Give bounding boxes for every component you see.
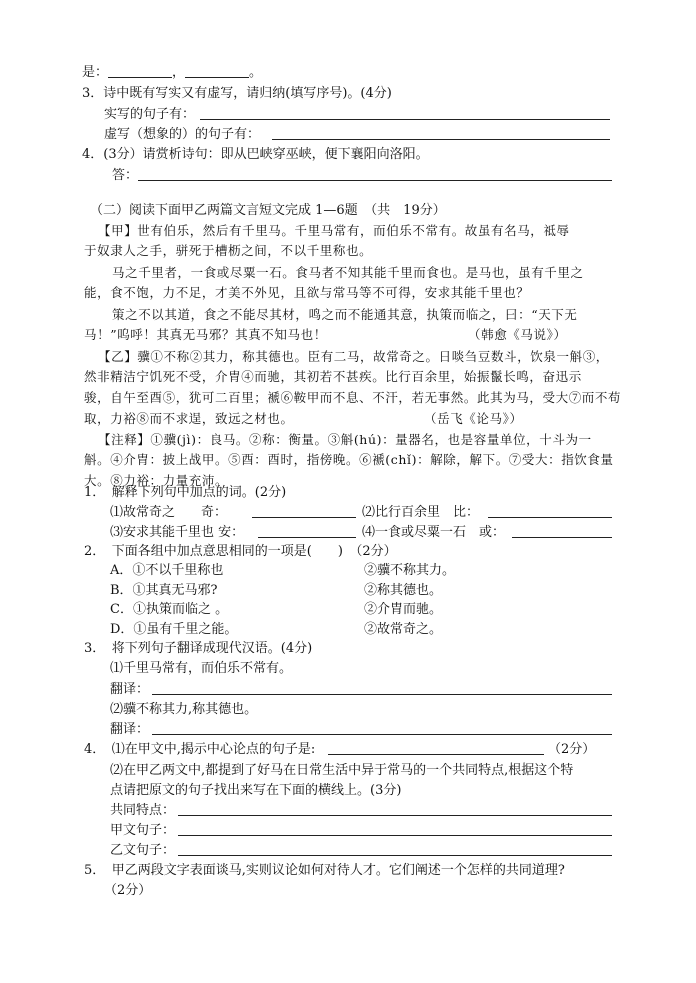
- q2-option-d2: ②故常奇之。: [364, 622, 443, 637]
- question-3-prompt: 3．诗中既有写实又有虚写，请归纳(填写序号)。(4分): [82, 86, 392, 101]
- q4-answer-label: 答：: [112, 168, 139, 183]
- question-5-prompt: 5． 甲乙两段文字表面谈马,实则议论如何对待人才。它们阐述一个怎样的共同道理?: [84, 863, 565, 878]
- q1-item-a: ⑴故常奇之 奇：: [110, 505, 228, 520]
- q4-common-blank[interactable]: [178, 802, 612, 816]
- q3-translate-label-1: 翻译：: [110, 682, 150, 697]
- q5-score: （2分）: [104, 883, 152, 898]
- q3-translate-blank-1[interactable]: [152, 681, 612, 695]
- q4-common-label: 共同特点：: [110, 803, 176, 818]
- imag-lines-text: 虚写（想象的）的句子有：: [104, 127, 261, 142]
- imag-lines-label: [104, 126, 260, 144]
- note-line-2: 斛。④介胄：披上战甲。⑤酉：酉时，指傍晚。⑥褫(chǐ)：解除，解下。⑦受大：指饮食量: [84, 452, 614, 467]
- jia-source: （韩愈《马说》）: [468, 327, 567, 342]
- q1-item-b: ⑵比行百余里 比：: [362, 505, 480, 520]
- real-lines-label: [104, 106, 195, 124]
- q1-item-d: ⑷一食或尽粟一石 或：: [362, 525, 506, 540]
- yi-para-1a: 【乙】骥①不称②其力，称其德也。臣有二马，故常奇之。日啖刍豆数斗，饮泉一斛③，: [98, 349, 609, 364]
- blank-1[interactable]: [108, 64, 172, 78]
- q2-option-a2: ②骥不称其力。: [364, 563, 456, 578]
- q4-thesis-blank[interactable]: [328, 741, 544, 755]
- q4-jia-blank[interactable]: [178, 822, 612, 836]
- q1-blank-a[interactable]: [252, 504, 356, 518]
- real-lines-blank[interactable]: [200, 106, 610, 120]
- yi-para-1b: 然非精洁宁饥死不受，介胄④而驰，其初若不甚疾。比行百余里，始振鬣长鸣，奋迅示: [84, 369, 582, 384]
- comma: ，: [172, 65, 186, 80]
- q4-part2-line2: 点请把原文的句子找出来写在下面的横线上。(3分): [110, 783, 402, 798]
- question-1-prompt: 1． 解释下列句中加点的词。(2分): [84, 485, 287, 500]
- jia-para-1a: 【甲】世有伯乐，然后有千里马。千里马常有，而伯乐不常有。故虽有名马，祗辱: [98, 223, 570, 238]
- imag-lines-blank[interactable]: [272, 126, 610, 140]
- q3-translate-blank-2[interactable]: [152, 721, 612, 735]
- q4-answer-blank[interactable]: [138, 167, 612, 181]
- q3-sentence-2: ⑵骥不称其力,称其德也。: [110, 702, 258, 717]
- note-line-1: 【注释】①骥(jì)：良马。②称：衡量。③斛(hú)：量器名，也是容量单位，十斗为一: [98, 432, 592, 447]
- note-line-3: 大。⑧力裕：力量充沛。: [84, 473, 229, 488]
- yi-para-1c: 骏，自午至酉⑤，犹可二百里；褫⑥鞍甲而不息、不汗，若无事然。此其为马，受大⑦而不苟: [84, 390, 622, 405]
- real-lines-text: 实写的句子有：: [104, 107, 196, 122]
- answer-line-1: [82, 64, 262, 82]
- q2-option-a1[interactable]: A．①不以千里称也: [110, 563, 224, 578]
- question-4b-prompt: 4． ⑴在甲文中,揭示中心论点的句子是:: [84, 742, 316, 757]
- question-2-prompt: 2． 下面各组中加点意思相同的一项是( ) （2分）: [84, 544, 397, 559]
- q4-thesis-score: （2分）: [548, 742, 596, 757]
- q2-option-b1[interactable]: B．①其真无马邪?: [110, 583, 218, 598]
- q4-yi-label: 乙文句子：: [110, 843, 176, 858]
- q2-option-c2: ②介胄而驰。: [364, 602, 443, 617]
- section-2-heading: （二）阅读下面甲乙两篇文言短文完成 1—6题 （共 19分）: [90, 203, 446, 218]
- jia-para-1b: 于奴隶人之手，骈死于槽枥之间，不以千里称也。: [84, 243, 373, 258]
- blank-2[interactable]: [185, 64, 249, 78]
- q2-option-d1[interactable]: D．①虽有千里之能。: [110, 622, 238, 637]
- q2-option-c1[interactable]: C．①执策而临之 。: [110, 602, 229, 617]
- q4-part2-line1: ⑵在甲乙两文中,都提到了好马在日常生活中异于常马的一个共同特点,根据这个特: [110, 763, 574, 778]
- q4-yi-blank[interactable]: [178, 842, 612, 856]
- q1-blank-c[interactable]: [258, 524, 356, 538]
- jia-para-2a: 马之千里者，一食或尽粟一石。食马者不知其能千里而食也。是马也，虽有千里之: [112, 265, 584, 280]
- q4-jia-label: 甲文句子：: [110, 823, 176, 838]
- answer-prefix: 是：: [82, 65, 109, 80]
- q3-translate-label-2: 翻译：: [110, 722, 150, 737]
- q2-option-b2: ②称其德也。: [364, 583, 443, 598]
- period: 。: [249, 65, 263, 80]
- jia-para-3a: 策之不以其道，食之不能尽其材，鸣之而不能通其意，执策而临之，曰：“天下无: [112, 307, 578, 322]
- q3-sentence-1: ⑴千里马常有，而伯乐不常有。: [110, 661, 293, 676]
- q1-blank-d[interactable]: [512, 524, 612, 538]
- q1-item-c: ⑶安求其能千里也 安：: [110, 525, 245, 540]
- q1-blank-b[interactable]: [488, 504, 612, 518]
- jia-para-2b: 能，食不饱，力不足，才美不外见，且欲与常马等不可得，安求其能千里也？: [84, 285, 530, 300]
- question-4-prompt: 4．(3分）请赏析诗句：即从巴峡穿巫峡，便下襄阳向洛阳。: [82, 147, 429, 162]
- yi-para-1d: 取，力裕⑧而不求逞，致远之材也。: [84, 411, 294, 426]
- question-3b-prompt: 3． 将下列句子翻译成现代汉语。(4分): [84, 641, 313, 656]
- jia-para-3b: 马！”呜呼！其真无马邪？其真不知马也！: [84, 327, 327, 342]
- yi-source: （岳飞《论马》）: [424, 411, 523, 426]
